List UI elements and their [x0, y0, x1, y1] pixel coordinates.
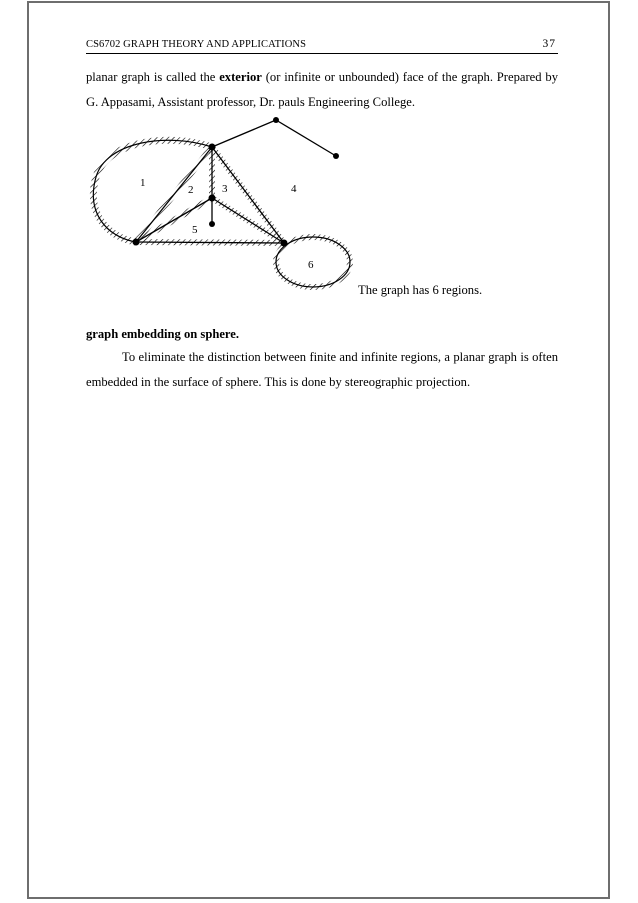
vertex-top [209, 144, 216, 151]
region-label-4: 4 [291, 183, 297, 195]
region-label-6: 6 [308, 259, 314, 271]
vertex-center [209, 195, 216, 202]
vertex-left [133, 239, 140, 246]
vertex-tree-1 [273, 117, 279, 123]
vertex-pendant [209, 221, 215, 227]
page-header [86, 37, 558, 54]
section-heading: graph embedding on sphere. [86, 327, 240, 341]
vertex-right [281, 240, 288, 247]
page-number: 37 [542, 38, 556, 50]
paragraph1-text-end: (or infinite or unbounded) face of the graph. Prepared by G. Appasami, Assistant professor, Dr. pauls Engineering College. [86, 70, 558, 109]
section-body: To eliminate the distinction between finite and infinite regions, a planar graph is often embedded in the surface of sphere. This is done by stereographic projection. [86, 350, 558, 389]
vertex-tree-2 [333, 153, 339, 159]
header-title: CS6702 GRAPH THEORY AND APPLICATIONS [86, 39, 307, 50]
region-label-1: 1 [140, 177, 146, 189]
planar-graph-figure [86, 112, 376, 292]
figure-caption: The graph has 6 regions. [358, 283, 483, 297]
paragraph1-text-start: planar graph is called the [86, 70, 220, 84]
paragraph-sphere-embedding [86, 345, 558, 395]
paragraph1-bold-term: exterior [219, 70, 262, 84]
region-label-5: 5 [192, 224, 198, 236]
region-label-3: 3 [222, 183, 228, 195]
paragraph-exterior-face [86, 65, 558, 115]
region-label-2: 2 [188, 184, 194, 196]
